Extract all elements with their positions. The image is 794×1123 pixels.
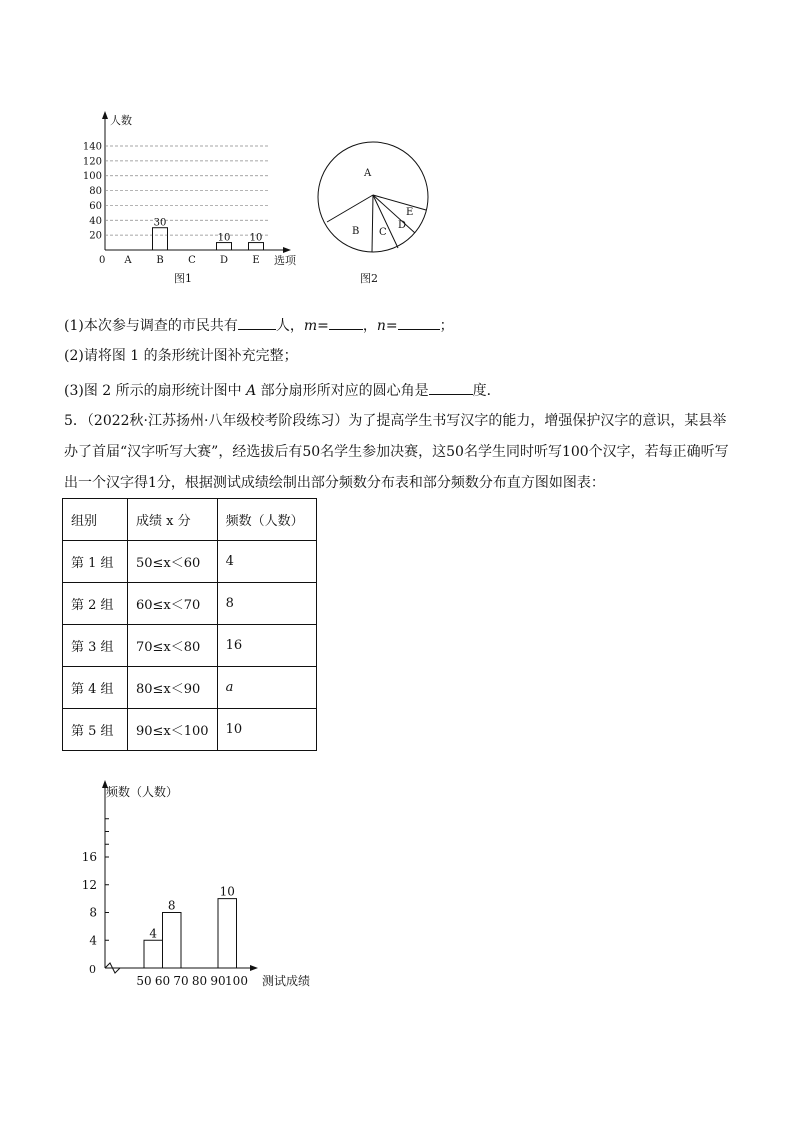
bar-value-label: 30 xyxy=(153,217,167,229)
header-score: 成绩 x 分 xyxy=(128,499,218,541)
slice-label-d: D xyxy=(398,220,407,231)
histogram-bar xyxy=(218,899,237,968)
table-cell: 16 xyxy=(217,625,316,667)
bar-D xyxy=(217,243,232,250)
figure-2-pie-chart xyxy=(312,136,436,291)
figure-1-bar-chart xyxy=(78,108,318,290)
table-row xyxy=(63,625,317,667)
y-tick-label: 80 xyxy=(89,186,102,198)
x-axis-arrow xyxy=(250,965,258,971)
table-cell: 第 3 组 xyxy=(63,625,128,667)
table-cell: 50≤x＜60 xyxy=(128,541,218,583)
x-category-label: C xyxy=(188,255,196,266)
answer-blank-angle[interactable] xyxy=(429,379,473,395)
table-header-row xyxy=(63,499,317,541)
table-cell: 10 xyxy=(217,709,316,751)
answer-blank-m[interactable] xyxy=(329,314,363,330)
table-cell: 第 4 组 xyxy=(63,667,128,709)
y-tick-label: 8 xyxy=(89,905,97,920)
y-tick-label: 120 xyxy=(82,156,102,168)
header-frequency: 频数（人数） xyxy=(217,499,316,541)
figure-2-caption: 图2 xyxy=(360,272,378,285)
answer-blank-n[interactable] xyxy=(398,314,440,330)
header-group: 组别 xyxy=(63,499,128,541)
table-cell: 80≤x＜90 xyxy=(128,667,218,709)
x-axis-label: 选项 xyxy=(274,254,296,267)
question-1: (1)本次参与调查的市民共有 人，m= ，n= ； xyxy=(64,314,454,336)
y-tick-label: 12 xyxy=(82,877,97,892)
origin-label: 0 xyxy=(99,255,106,266)
x-tick-label: 50 xyxy=(136,974,152,988)
answer-blank-total[interactable] xyxy=(238,314,276,330)
x-tick-label: 70 xyxy=(173,974,189,988)
pie-divider-1 xyxy=(327,195,373,222)
pie-divider-2 xyxy=(372,195,373,252)
x-tick-label: 100 xyxy=(225,974,248,988)
bar-value-label: 8 xyxy=(167,898,176,913)
slice-label-c: C xyxy=(379,227,387,238)
problem-5-line-2: 办了首届“汉字听写大赛”，经选拔后有50名学生参加决赛，这50名学生同时听写100个汉字，若每正确听写 xyxy=(64,444,729,460)
table-cell: 90≤x＜100 xyxy=(128,709,218,751)
x-category-label: A xyxy=(124,255,132,266)
table-row xyxy=(63,583,317,625)
x-tick-label: 90 xyxy=(210,974,226,988)
table-cell: a xyxy=(217,667,316,709)
slice-label-b: B xyxy=(352,226,360,237)
table-cell: 60≤x＜70 xyxy=(128,583,218,625)
bar-value-label: 10 xyxy=(219,884,235,899)
x-axis-label: 测试成绩 xyxy=(262,974,311,988)
y-tick-label: 60 xyxy=(89,200,102,212)
bar-B xyxy=(153,228,168,250)
question-2: (2)请将图 1 的条形统计图补充完整； xyxy=(64,348,298,364)
x-tick-label: 80 xyxy=(191,974,208,988)
slice-label-a: A xyxy=(364,168,372,179)
bar-value-label: 10 xyxy=(217,232,231,244)
table-cell: 4 xyxy=(217,541,316,583)
bar-E xyxy=(249,243,264,250)
problem-5-line-1: 5．（2022秋·江苏扬州·八年级校考阶段练习）为了提高学生书写汉字的能力，增强保护汉字的意识，某县举 xyxy=(64,413,727,429)
x-category-label: D xyxy=(219,255,229,266)
histogram-chart xyxy=(82,776,322,994)
bar-value-label: 4 xyxy=(149,926,158,941)
origin-label: 0 xyxy=(89,963,96,976)
y-tick-label: 16 xyxy=(82,850,97,864)
histogram-bar xyxy=(163,913,182,969)
figure-1-caption: 图1 xyxy=(174,272,192,285)
y-tick-label: 40 xyxy=(89,215,102,227)
x-category-label: E xyxy=(252,255,260,266)
y-tick-label: 4 xyxy=(89,933,97,948)
x-tick-label: 60 xyxy=(154,974,171,988)
table-cell: 70≤x＜80 xyxy=(128,625,218,667)
table-cell: 第 1 组 xyxy=(63,541,128,583)
bar-value-label: 10 xyxy=(249,232,263,244)
x-category-label: B xyxy=(156,255,164,266)
y-axis-arrow xyxy=(102,111,108,119)
table-row xyxy=(63,709,317,751)
y-axis-label: 人数 xyxy=(110,114,132,127)
x-axis-arrow xyxy=(283,247,291,253)
y-tick-label: 20 xyxy=(89,230,102,242)
y-axis-label: 频数（人数） xyxy=(106,785,179,799)
table-cell: 第 2 组 xyxy=(63,583,128,625)
pie-divider-3 xyxy=(373,195,398,248)
question-3: (3)图 2 所示的扇形统计图中 A 部分扇形所对应的圆心角是 度． xyxy=(64,379,501,401)
table-row xyxy=(63,667,317,709)
problem-5-line-3: 出一个汉字得1分，根据测试成绩绘制出部分频数分布表和部分频数分布直方图如图表： xyxy=(64,475,605,491)
histogram-bar xyxy=(144,940,163,968)
y-tick-label: 100 xyxy=(82,171,102,183)
table-cell: 8 xyxy=(217,583,316,625)
y-tick-label: 140 xyxy=(82,141,102,153)
frequency-table xyxy=(62,498,317,751)
table-cell: 第 5 组 xyxy=(63,709,128,751)
table-row xyxy=(63,541,317,583)
slice-label-e: E xyxy=(406,207,414,218)
